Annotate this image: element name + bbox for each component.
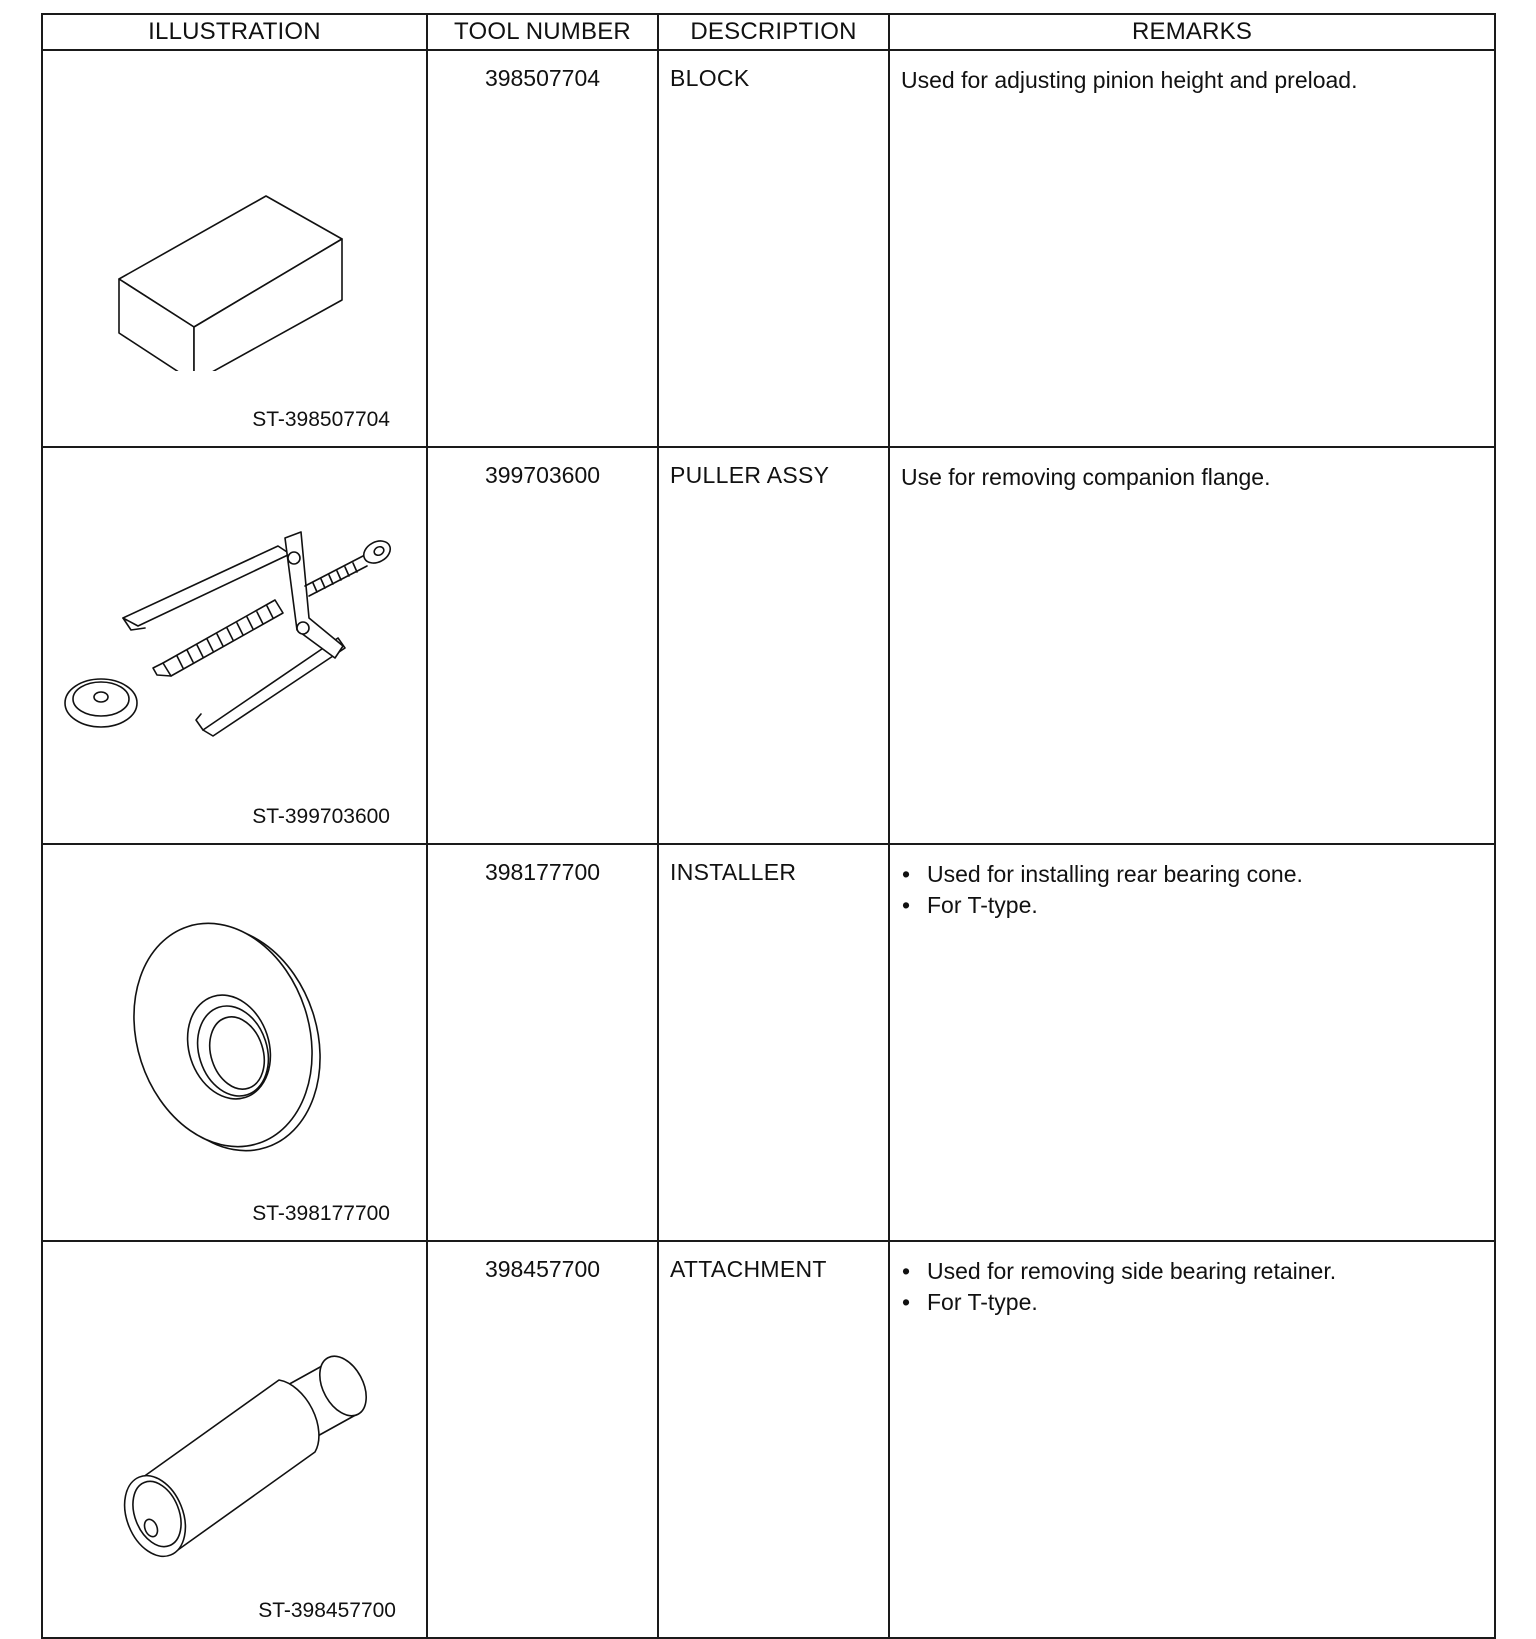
table-row [42, 1241, 1495, 1638]
header-remarks: REMARKS [889, 14, 1495, 50]
description-cell: PULLER ASSY [658, 447, 889, 844]
remark-item: • Used for removing side bearing retainer. [901, 1256, 1494, 1287]
illustration-code: ST-398457700 [258, 1599, 396, 1622]
illustration-code: ST-399703600 [252, 805, 390, 828]
remarks-cell [889, 50, 1495, 447]
description-cell: INSTALLER [658, 844, 889, 1241]
description-cell: BLOCK [658, 50, 889, 447]
illustration-cell [42, 50, 427, 447]
remark-item: • For T-type. [901, 890, 1494, 921]
description-cell: ATTACHMENT [658, 1241, 889, 1638]
remark-item: • Used for installing rear bearing cone. [901, 859, 1494, 890]
table-row [42, 844, 1495, 1241]
header-illustration: ILLUSTRATION [42, 14, 427, 50]
installer-disc-drawing [53, 865, 423, 1165]
remarks-cell [889, 1241, 1495, 1638]
remark-text: Used for adjusting pinion height and preload. [901, 67, 1358, 93]
tool-number-cell: 399703600 [427, 447, 658, 844]
table-header-row [42, 14, 1495, 50]
table-row [42, 50, 1495, 447]
special-tools-table [41, 13, 1496, 1639]
attachment-cylinder-drawing [53, 1262, 423, 1562]
remarks-list [901, 1256, 1494, 1318]
illustration-cell [42, 447, 427, 844]
remarks-cell [889, 844, 1495, 1241]
tool-number-cell: 398507704 [427, 50, 658, 447]
header-tool-number: TOOL NUMBER [427, 14, 658, 50]
header-description: DESCRIPTION [658, 14, 889, 50]
remark-text: Use for removing companion flange. [901, 464, 1271, 490]
remarks-list [901, 859, 1494, 921]
remarks-cell [889, 447, 1495, 844]
block-drawing [53, 71, 423, 371]
tool-number-cell: 398457700 [427, 1241, 658, 1638]
table-row [42, 447, 1495, 844]
illustration-code: ST-398507704 [252, 408, 390, 431]
remark-item: • For T-type. [901, 1287, 1494, 1318]
illustration-cell [42, 1241, 427, 1638]
puller-assy-drawing [53, 468, 423, 768]
illustration-cell [42, 844, 427, 1241]
illustration-code: ST-398177700 [252, 1202, 390, 1225]
tool-number-cell: 398177700 [427, 844, 658, 1241]
